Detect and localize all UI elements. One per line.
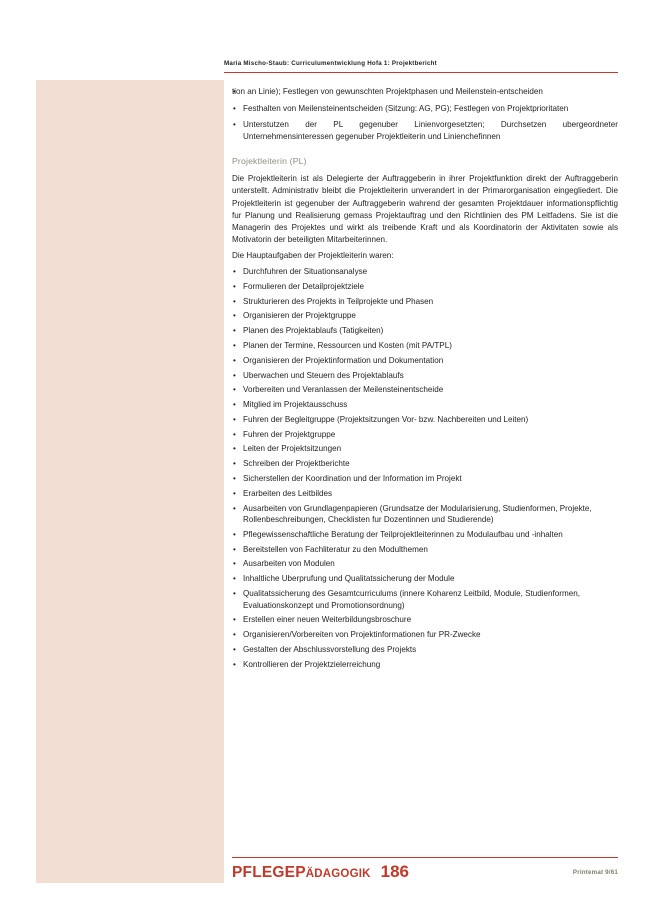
list-item: • Gestalten der Abschlussvorstellung des Projekts bbox=[232, 644, 618, 656]
decorative-sidebar-band bbox=[36, 80, 224, 883]
journal-brand bbox=[232, 864, 371, 882]
paragraph: Die Projektleiterin ist als Delegierte der Auftraggeberin in ihrer Projektfunktion direkt der Auftraggeberin unterstellt. Administrativ bleibt die Projektleiterin unverandert in der Primarorganisation eingegliedert. Die Projektleiterin ist gegenuber der Auftraggeberin wahrend der gesamten Projektdauer informationspflichtig fur Planung und Realisierung gemass Projektauftrag und den Richtlinien des PM Leitfadens. Sie ist die Managerin des Projektes und wirkt als treibende Kraft und als Koordinatorin der Aktivitaten sowie als Motivatorin der beteiligten Mitarbeiterinnen. bbox=[232, 174, 618, 244]
list-item: • Sicherstellen der Koordination und der Information im Projekt bbox=[232, 473, 618, 485]
task-bullet-list bbox=[232, 266, 618, 670]
list-item: • Vorbereiten und Veranlassen der Meilensteinentscheide bbox=[232, 384, 618, 396]
list-item: • Bereitstellen von Fachliteratur zu den Modulthemen bbox=[232, 544, 618, 556]
list-item: • Organisieren/Vorbereiten von Projektinformationen fur PR-Zwecke bbox=[232, 629, 618, 641]
issue-label: Printemat 9/61 bbox=[572, 869, 618, 876]
paragraph: Die Hauptaufgaben der Projektleiterin waren: bbox=[232, 250, 394, 260]
list-item: • Unterstutzen der PL gegenuber Linienvorgesetzten; Durchsetzen ubergeordneter Unternehmensinteressen gegenuber Projektleiterin und Linienchefinnen bbox=[232, 119, 618, 143]
list-item: • Ausarbeiten von Modulen bbox=[232, 558, 618, 570]
list-item: • Qualitatssicherung des Gesamtcurriculums (innere Koharenz Leitbild, Module, Studienformen, Evaluationskonzept und Promotionsordnung) bbox=[232, 588, 618, 611]
running-head: Maria Mischo-Staub: Curriculumentwicklung Hofa 1: Projektbericht bbox=[224, 60, 437, 67]
list-item: • Schreiben der Projektberichte bbox=[232, 458, 618, 470]
footer-rule bbox=[232, 857, 618, 858]
section-paragraphs bbox=[232, 173, 618, 262]
list-item: • Festhalten von Meilensteinentscheiden (Sitzung: AG, PG); Festlegen von Projektprioritaten bbox=[232, 103, 618, 115]
list-item: • Durchfuhren der Situationsanalyse bbox=[232, 266, 618, 278]
page-number: 186 bbox=[380, 862, 409, 881]
list-item: • Planen des Projektablaufs (Tatigkeiten) bbox=[232, 325, 618, 337]
list-item: • Leiten der Projektsitzungen bbox=[232, 443, 618, 455]
main-text-column bbox=[232, 86, 618, 674]
brand-part-adagogik: ÄDAGOGIK bbox=[305, 868, 371, 880]
page-footer bbox=[232, 862, 618, 884]
list-item: • Formulieren der Detailprojektziele bbox=[232, 281, 618, 293]
list-item: • Erstellen einer neuen Weiterbildungsbroschure bbox=[232, 614, 618, 626]
list-item: • Organisieren der Projektinformation und Dokumentation bbox=[232, 355, 618, 367]
continued-paragraph: • tion an Linie); Festlegen von gewunschten Projektphasen und Meilenstein-entscheiden bbox=[232, 86, 618, 98]
brand-part-p: P bbox=[295, 864, 306, 881]
list-item: • Inhaltliche Uberprufung und Qualitatssicherung der Module bbox=[232, 573, 618, 585]
list-item: • Kontrollieren der Projektzielerreichung bbox=[232, 659, 618, 671]
list-item: • Planen der Termine, Ressourcen und Kosten (mit PA/TPL) bbox=[232, 340, 618, 352]
list-item: • Fuhren der Projektgruppe bbox=[232, 429, 618, 441]
list-item: • Organisieren der Projektgruppe bbox=[232, 310, 618, 322]
list-item: • Uberwachen und Steuern des Projektablaufs bbox=[232, 370, 618, 382]
list-item: • Erarbeiten des Leitbildes bbox=[232, 488, 618, 500]
running-head-rule bbox=[224, 72, 618, 73]
list-item: • Pflegewissenschaftliche Beratung der Teilprojektleiterinnen zu Modulaufbau und -inhalten bbox=[232, 529, 618, 541]
continued-bullet-list bbox=[232, 86, 618, 143]
list-item: • Mitglied im Projektausschuss bbox=[232, 399, 618, 411]
section-heading: Projektleiterin (PL) bbox=[232, 156, 307, 167]
list-item: • Strukturieren des Projekts in Teilprojekte und Phasen bbox=[232, 296, 618, 308]
brand-part-pflege: PFLEGE bbox=[232, 864, 296, 881]
list-item: • Fuhren der Begleitgruppe (Projektsitzungen Vor- bzw. Nachbereiten und Leiten) bbox=[232, 414, 618, 426]
list-item: • Ausarbeiten von Grundlagenpapieren (Grundsatze der Modularisierung, Studienformen, Projekte, Rollenbeschreibungen, Checklisten fur Dozentinnen und Studierende) bbox=[232, 503, 618, 526]
